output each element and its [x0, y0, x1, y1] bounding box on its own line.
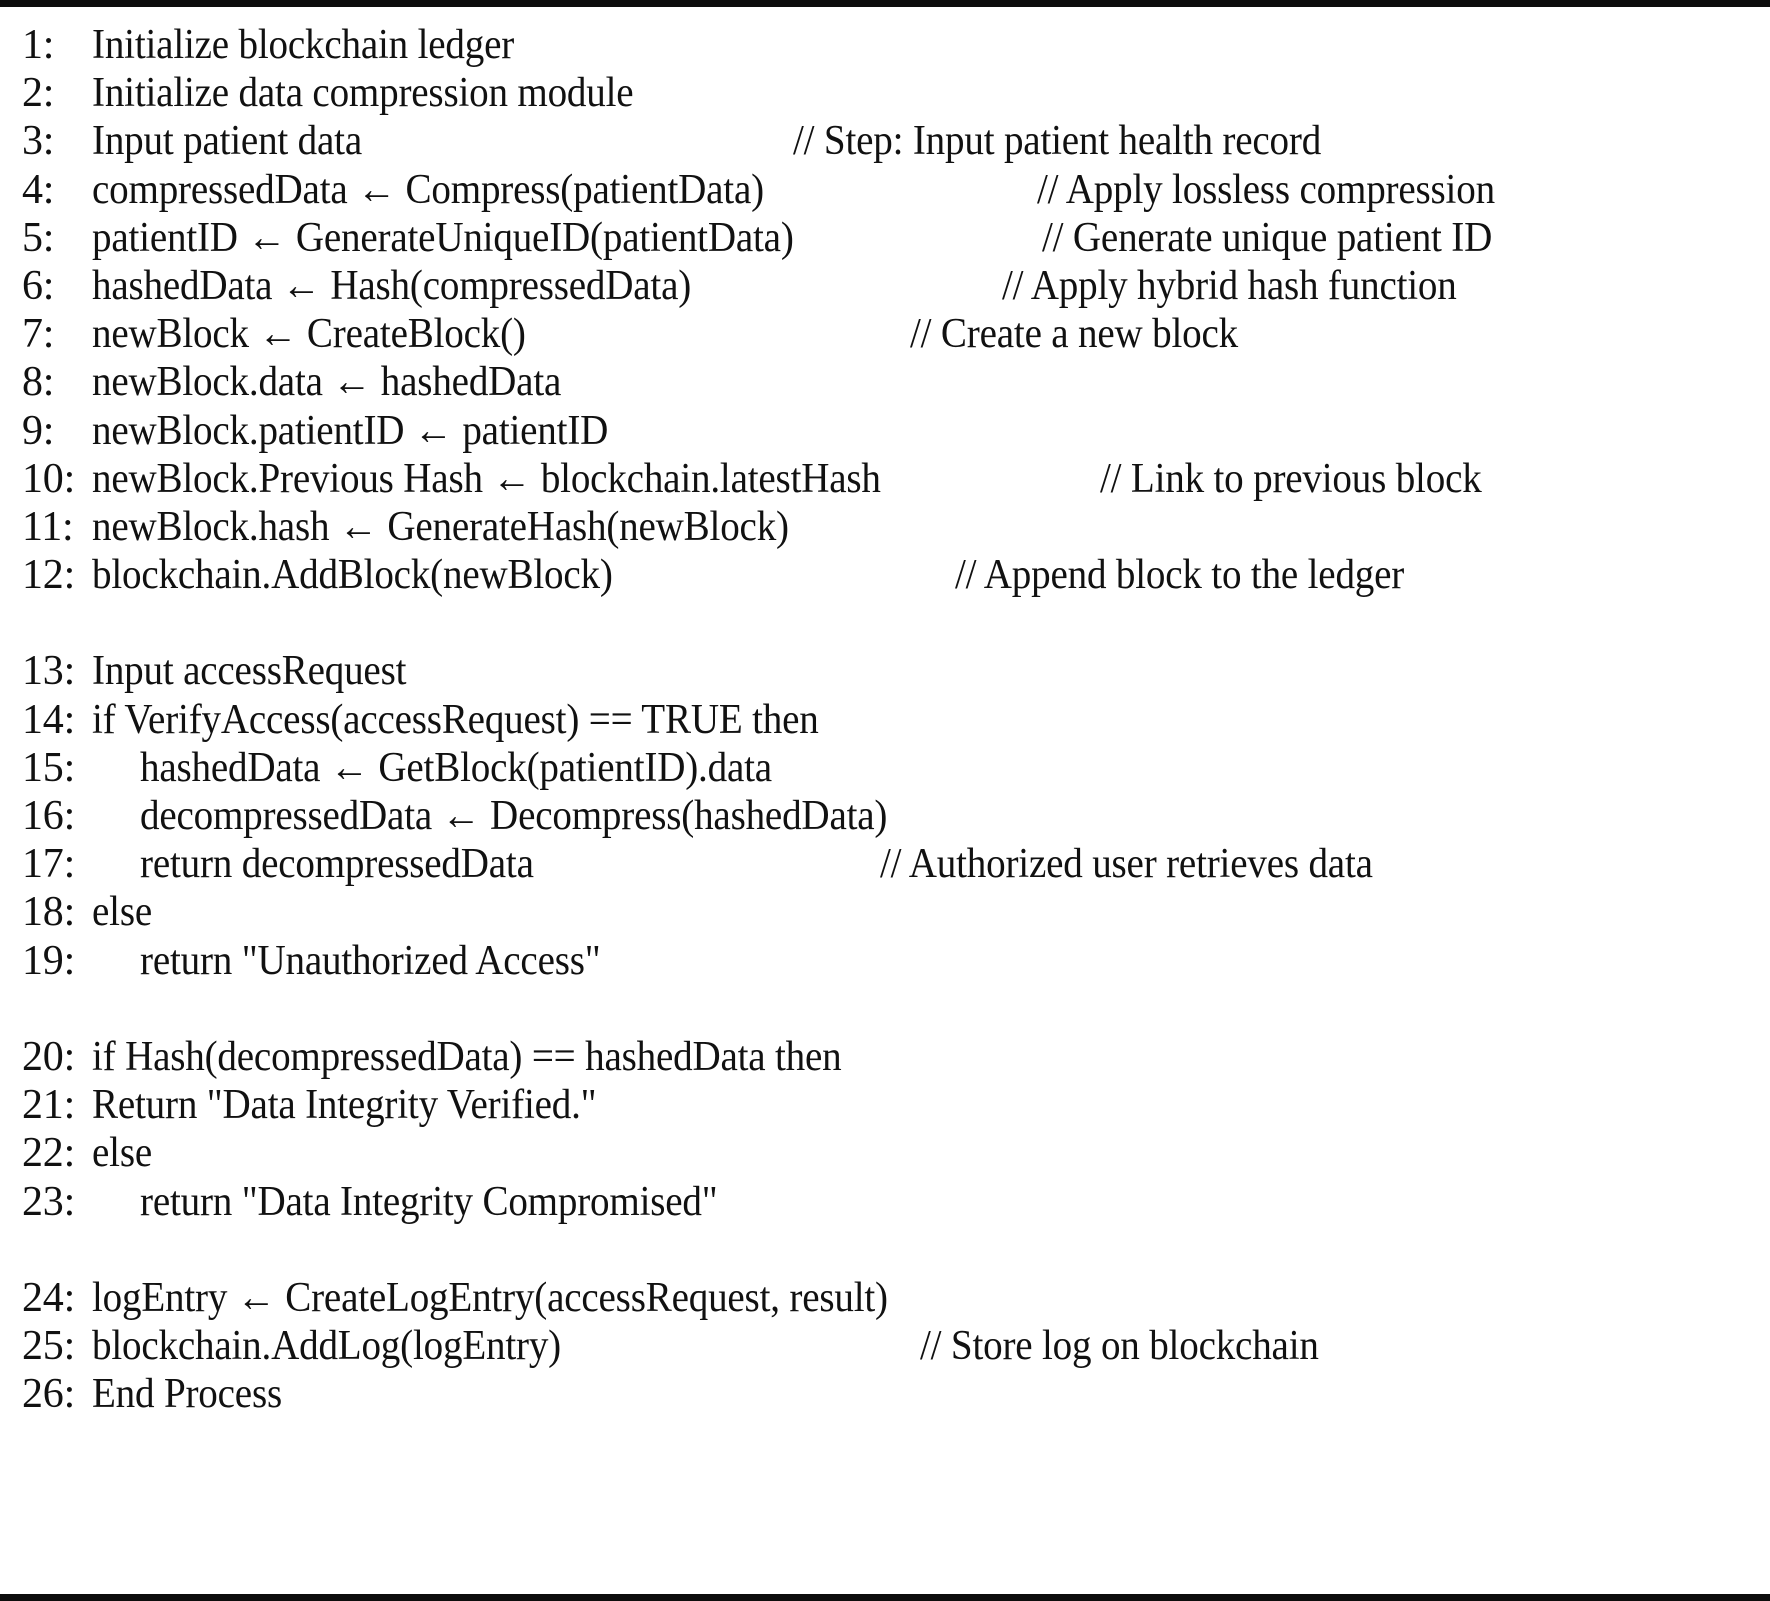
pseudocode-line [0, 1178, 1770, 1226]
line-number: 23: [22, 1178, 76, 1225]
pseudocode-line [0, 69, 1770, 117]
line-code: newBlock.data ← hashedData [92, 359, 562, 406]
pseudocode-line [0, 1322, 1770, 1370]
pseudocode-spacer [0, 599, 1770, 647]
line-code: newBlock ← CreateBlock() [92, 311, 526, 358]
pseudocode-line [0, 407, 1770, 455]
line-comment: // Create a new block [910, 311, 1238, 358]
line-comment: // Apply hybrid hash function [1002, 262, 1457, 309]
line-code: Return "Data Integrity Verified." [92, 1082, 597, 1129]
line-number: 4: [22, 166, 55, 213]
pseudocode-line [0, 117, 1770, 165]
pseudocode-line [0, 262, 1770, 310]
line-code: compressedData ← Compress(patientData) [92, 166, 764, 213]
line-number: 7: [22, 311, 55, 358]
pseudocode-line [0, 792, 1770, 840]
line-code: blockchain.AddBlock(newBlock) [92, 552, 613, 599]
line-code: else [92, 889, 152, 936]
line-code: Input patient data [92, 118, 362, 165]
line-code: return decompressedData [140, 841, 534, 888]
line-number: 1: [22, 22, 55, 68]
pseudocode-line [0, 455, 1770, 503]
line-number: 3: [22, 118, 55, 165]
pseudocode-line [0, 1129, 1770, 1177]
line-code: if VerifyAccess(accessRequest) == TRUE then [92, 696, 819, 743]
line-number: 17: [22, 841, 76, 888]
pseudocode-line [0, 1370, 1770, 1418]
line-code: decompressedData ← Decompress(hashedData) [140, 793, 888, 839]
line-number: 25: [22, 1323, 76, 1370]
line-number: 24: [22, 1274, 76, 1321]
line-code: Input accessRequest [92, 648, 407, 695]
line-number: 21: [22, 1082, 76, 1129]
line-code: patientID ← GenerateUniqueID(patientData) [92, 214, 794, 261]
line-number: 18: [22, 889, 76, 936]
pseudocode-line [0, 214, 1770, 262]
pseudocode-line [0, 551, 1770, 599]
line-number: 11: [22, 503, 74, 550]
line-code: return "Unauthorized Access" [140, 937, 601, 984]
pseudocode-spacer [0, 985, 1770, 1033]
line-comment: // Link to previous block [1100, 455, 1482, 502]
line-number: 9: [22, 407, 55, 454]
line-code: newBlock.patientID ← patientID [92, 407, 609, 454]
line-number: 2: [22, 70, 55, 117]
pseudocode-line [0, 744, 1770, 792]
line-code: End Process [92, 1371, 282, 1418]
line-code: if Hash(decompressedData) == hashedData then [92, 1033, 842, 1080]
pseudocode-line [0, 1033, 1770, 1081]
line-number: 14: [22, 696, 76, 743]
line-comment: // Authorized user retrieves data [880, 841, 1373, 888]
figure-bottom-rule [0, 1594, 1770, 1601]
line-code: newBlock.hash ← GenerateHash(newBlock) [92, 503, 789, 550]
line-comment: // Step: Input patient health record [793, 118, 1322, 165]
line-number: 19: [22, 937, 76, 984]
pseudocode-listing [0, 7, 1770, 1418]
pseudocode-line [0, 503, 1770, 551]
pseudocode-line [0, 1274, 1770, 1322]
line-code: else [92, 1130, 152, 1177]
pseudocode-spacer [0, 1226, 1770, 1274]
line-comment: // Append block to the ledger [955, 552, 1405, 599]
line-code: Initialize data compression module [92, 70, 634, 117]
line-code: logEntry ← CreateLogEntry(accessRequest, result) [92, 1274, 888, 1321]
pseudocode-line [0, 647, 1770, 695]
line-number: 10: [22, 455, 76, 502]
line-number: 26: [22, 1371, 76, 1418]
line-code: Initialize blockchain ledger [92, 22, 515, 68]
pseudocode-line [0, 937, 1770, 985]
line-number: 22: [22, 1130, 76, 1177]
line-number: 8: [22, 359, 55, 406]
line-number: 6: [22, 262, 55, 309]
pseudocode-line [0, 1081, 1770, 1129]
pseudocode-line [0, 840, 1770, 888]
line-number: 5: [22, 214, 55, 261]
pseudocode-line [0, 696, 1770, 744]
line-code: newBlock.Previous Hash ← blockchain.latestHash [92, 455, 881, 502]
line-number: 15: [22, 744, 76, 791]
pseudocode-line [0, 21, 1770, 69]
line-number: 16: [22, 793, 76, 839]
line-code: hashedData ← GetBlock(patientID).data [140, 744, 772, 791]
pseudocode-line [0, 888, 1770, 936]
pseudocode-line [0, 166, 1770, 214]
pseudocode-line [0, 310, 1770, 358]
line-code: blockchain.AddLog(logEntry) [92, 1323, 562, 1370]
line-comment: // Generate unique patient ID [1042, 214, 1493, 261]
line-code: hashedData ← Hash(compressedData) [92, 262, 692, 309]
line-comment: // Store log on blockchain [920, 1323, 1319, 1370]
line-comment: // Apply lossless compression [1037, 166, 1495, 213]
line-number: 12: [22, 552, 76, 599]
line-number: 20: [22, 1033, 76, 1080]
pseudocode-line [0, 358, 1770, 406]
line-number: 13: [22, 648, 76, 695]
figure-top-rule [0, 0, 1770, 7]
line-code: return "Data Integrity Compromised" [140, 1178, 718, 1225]
